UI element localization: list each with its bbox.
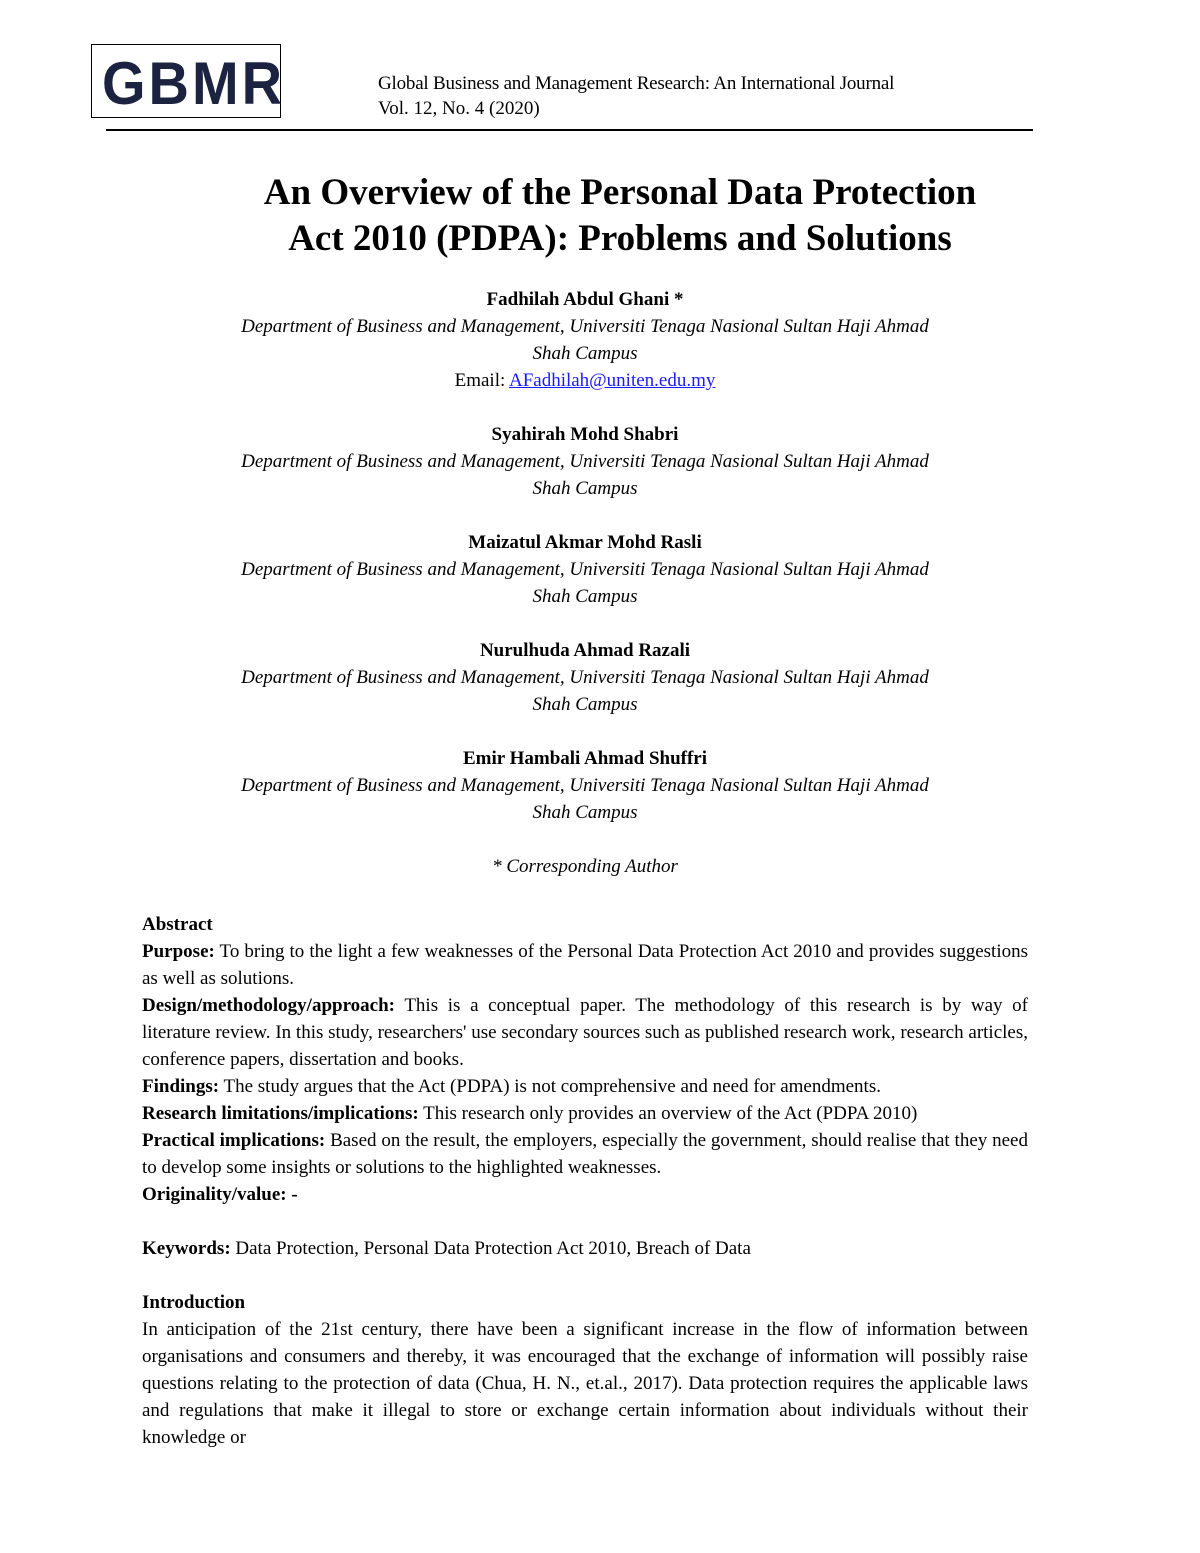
author-block: [100, 421, 1070, 502]
author-affiliation: Department of Business and Management, Universiti Tenaga Nasional Sultan Haji Ahmad: [241, 775, 929, 796]
author-block: [100, 745, 1070, 826]
findings-label: Findings:: [142, 1076, 220, 1097]
journal-title: Global Business and Management Research: An International Journal: [378, 73, 895, 94]
header-divider: [106, 129, 1033, 131]
author-affiliation: Department of Business and Management, Universiti Tenaga Nasional Sultan Haji Ahmad: [241, 451, 929, 472]
author-affiliation-campus: Shah Campus: [532, 694, 638, 715]
abstract-practical: [142, 1127, 1028, 1181]
abstract-originality: Originality/value: -: [142, 1184, 298, 1205]
author-affiliation-campus: Shah Campus: [532, 343, 638, 364]
abstract-purpose: [142, 938, 1028, 992]
findings-text: The study argues that the Act (PDPA) is not comprehensive and need for amendments.: [219, 1076, 881, 1097]
section-spacer: [142, 1208, 1028, 1235]
paper-title-line-2: Act 2010 (PDPA): Problems and Solutions: [288, 218, 952, 259]
author-affiliation: Department of Business and Management, Universiti Tenaga Nasional Sultan Haji Ahmad: [241, 559, 929, 580]
author-email-link[interactable]: AFadhilah@uniten.edu.my: [508, 370, 716, 391]
practical-label: Practical implications:: [142, 1130, 326, 1151]
author-name: Maizatul Akmar Mohd Rasli: [468, 532, 702, 553]
design-label: Design/methodology/approach:: [142, 995, 396, 1016]
journal-logo: [91, 44, 286, 118]
introduction-heading: Introduction: [142, 1292, 246, 1313]
limitations-label: Research limitations/implications:: [142, 1103, 419, 1124]
keywords-label: Keywords:: [142, 1238, 231, 1259]
section-spacer: [142, 1262, 1028, 1289]
abstract-findings: [142, 1073, 1028, 1100]
author-name: Fadhilah Abdul Ghani *: [486, 289, 684, 310]
journal-volume: Vol. 12, No. 4 (2020): [378, 98, 540, 119]
author-name: Syahirah Mohd Shabri: [491, 424, 679, 445]
introduction-text: In anticipation of the 21st century, there have been a significant increase in the flow of information between organisations and consumers and thereby, it was encouraged that the exchange of information will possibly raise questions relating to the protection of data (Chua, H. N., et.al., 2017). Data protection requires the applicable laws and regulations that make it illegal to store or exchange certain information about individuals without their knowledge or: [142, 1319, 1028, 1448]
paper-title: [100, 170, 1140, 262]
author-name: Nurulhuda Ahmad Razali: [479, 640, 691, 661]
keywords: [142, 1235, 1028, 1262]
author-affiliation-campus: Shah Campus: [532, 586, 638, 607]
practical-text: Based on the result, the employers, especially the government, should realise that they need to develop some insights or solutions to the highlighted weaknesses.: [142, 1130, 1028, 1178]
paper-title-line-1: An Overview of the Personal Data Protection: [263, 172, 977, 213]
abstract-design: [142, 992, 1028, 1073]
author-email-line: [100, 367, 1070, 394]
abstract-section: [142, 911, 1028, 1451]
limitations-text: This research only provides an overview of the Act (PDPA 2010): [418, 1103, 918, 1124]
purpose-text: To bring to the light a few weaknesses of the Personal Data Protection Act 2010 and provides suggestions as well as solutions.: [142, 941, 1028, 989]
author-block: [100, 286, 1070, 394]
author-name: Emir Hambali Ahmad Shuffri: [462, 748, 708, 769]
journal-logo-text: GBMR: [102, 48, 286, 117]
author-affiliation: Department of Business and Management, Universiti Tenaga Nasional Sultan Haji Ahmad: [241, 667, 929, 688]
corresponding-author-note: * Corresponding Author: [492, 856, 678, 877]
author-list: [100, 286, 1070, 880]
design-text: This is a conceptual paper. The methodology of this research is by way of literature review. In this study, researchers' use secondary sources such as published research work, research articles, conference papers, dissertation and books.: [142, 995, 1028, 1070]
abstract-limitations: [142, 1100, 1028, 1127]
abstract-heading: Abstract: [142, 914, 213, 935]
author-affiliation: Department of Business and Management, Universiti Tenaga Nasional Sultan Haji Ahmad: [241, 316, 929, 337]
keywords-text: Data Protection, Personal Data Protection Act 2010, Breach of Data: [230, 1238, 751, 1259]
author-affiliation-campus: Shah Campus: [532, 802, 638, 823]
author-affiliation-campus: Shah Campus: [532, 478, 638, 499]
purpose-label: Purpose:: [142, 941, 215, 962]
author-block: [100, 529, 1070, 610]
author-block: [100, 637, 1070, 718]
email-label: Email:: [454, 370, 509, 391]
